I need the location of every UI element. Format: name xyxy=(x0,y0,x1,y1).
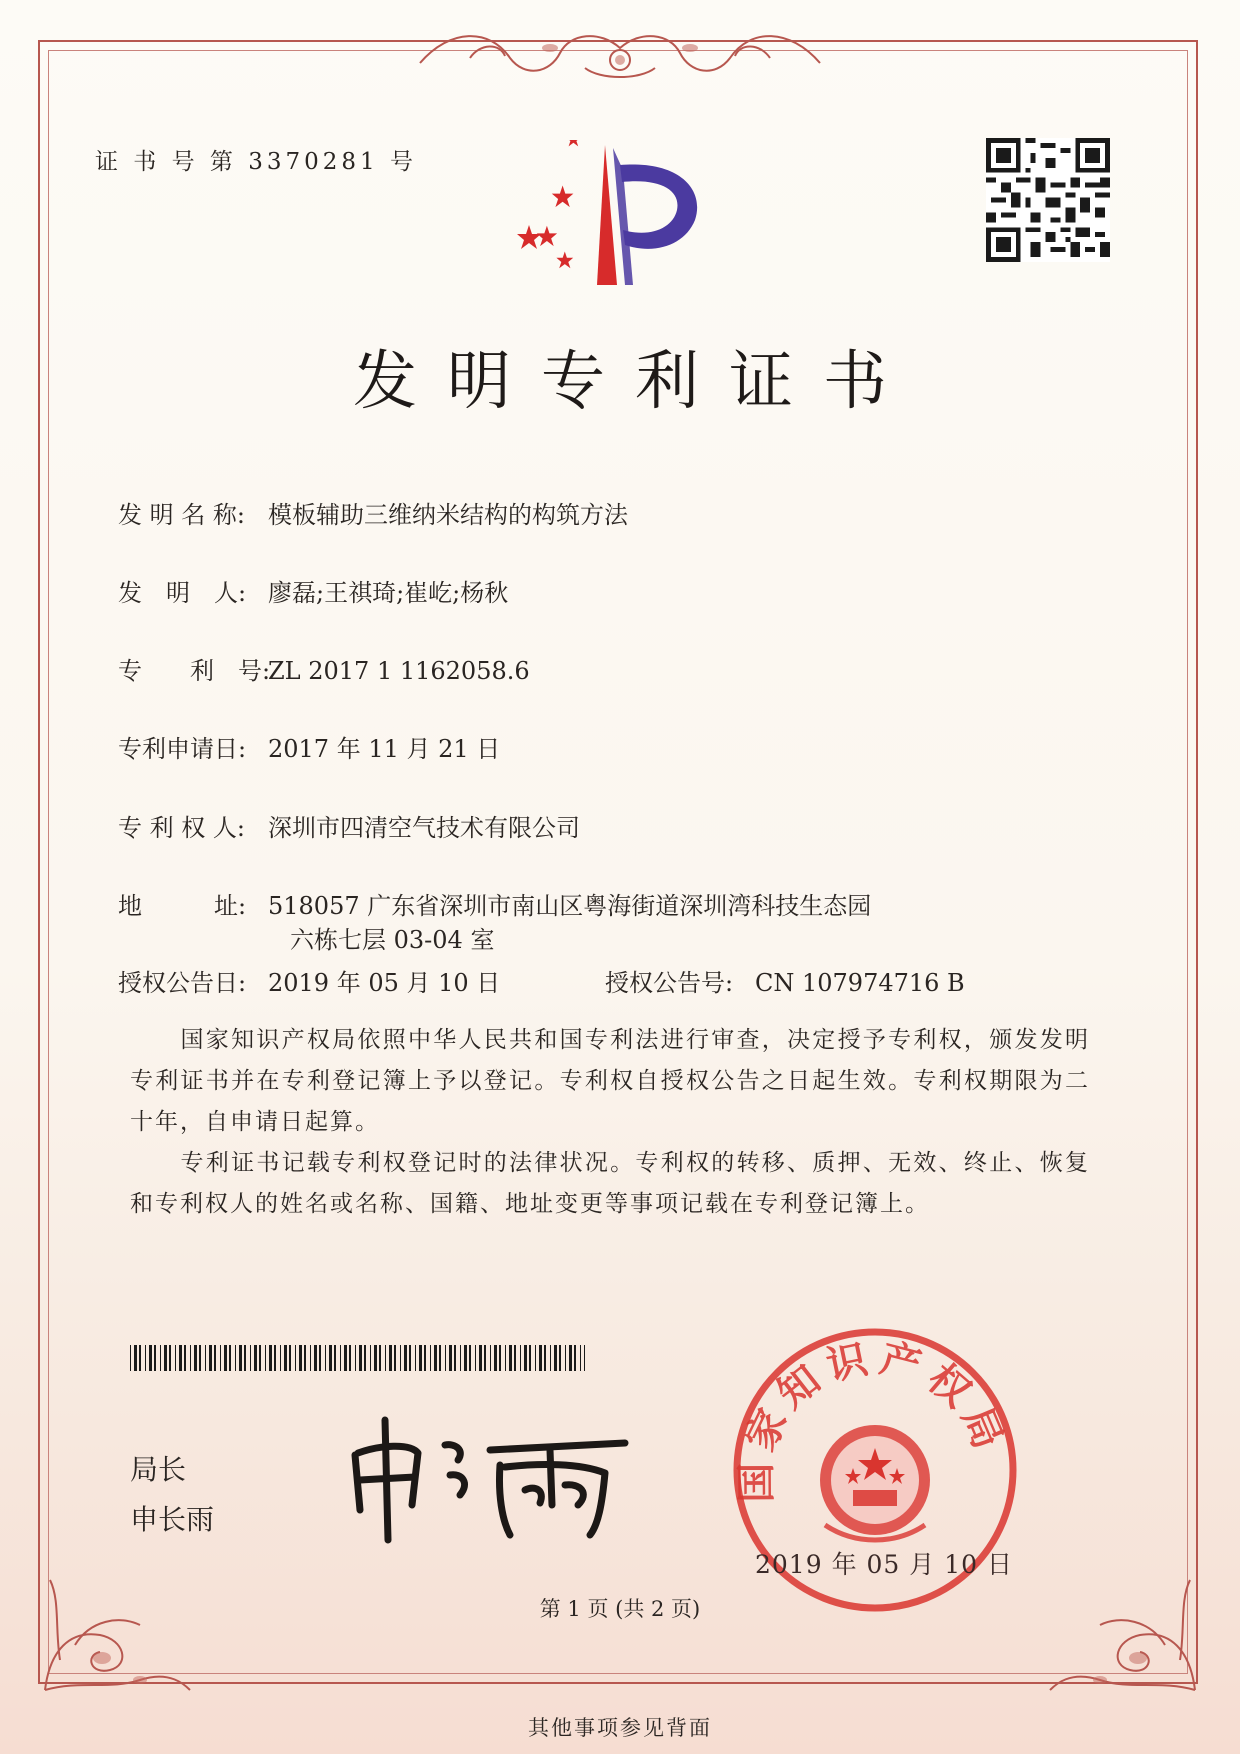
announcement-date-value: 2019 年 05 月 10 日 xyxy=(268,969,501,997)
director-title: 局长 xyxy=(130,1453,187,1486)
invention-name-value: 模板辅助三维纳米结构的构筑方法 xyxy=(268,501,628,529)
patent-number-value: ZL 2017 1 1162058.6 xyxy=(268,657,530,685)
certificate-number: 证 书 号 第 3370281 号 xyxy=(95,149,417,175)
top-ornament xyxy=(410,18,830,88)
inventors-label: 发 明 人: xyxy=(118,579,247,607)
director-signature xyxy=(340,1405,630,1545)
barcode xyxy=(130,1345,585,1371)
application-date-row xyxy=(118,729,500,764)
qr-code xyxy=(986,138,1110,262)
certificate-title: 发明专利证书 xyxy=(353,345,917,419)
announcement-number-row xyxy=(605,963,965,998)
address-row xyxy=(118,886,871,921)
patent-number-row xyxy=(118,651,530,686)
invention-name-label: 发 明 名 称: xyxy=(118,501,245,529)
inventors-row xyxy=(118,573,508,608)
statement-paragraph-2: 专利证书记载专利权登记时的法律状况。专利权的转移、质押、无效、终止、恢复和专利权人的姓名或名称、国籍、地址变更等事项记载在专利登记簿上。 xyxy=(130,1150,1090,1217)
address-label: 地 址: xyxy=(118,892,247,920)
address-value-line2: 六栋七层 03-04 室 xyxy=(290,926,495,954)
announcement-date-label: 授权公告日: xyxy=(118,969,247,997)
patentee-label: 专 利 权 人: xyxy=(118,814,245,842)
page-number: 第 1 页 (共 2 页) xyxy=(539,1597,701,1621)
patentee-row xyxy=(118,808,580,843)
announcement-number-value: CN 107974716 B xyxy=(755,969,965,997)
director-name: 申长雨 xyxy=(130,1503,215,1536)
patent-number-label: 专 利 号: xyxy=(118,657,271,685)
application-date-value: 2017 年 11 月 21 日 xyxy=(268,735,501,763)
back-note: 其他事项参见背面 xyxy=(528,1716,712,1740)
statement-paragraph-1: 国家知识产权局依照中华人民共和国专利法进行审查，决定授予专利权，颁发发明专利证书并在专利登记簿上予以登记。专利权自授权公告之日起生效。专利权期限为二十年，自申请日起算。 xyxy=(130,1027,1090,1135)
announcement-date-row xyxy=(118,963,500,998)
inventors-value: 廖磊;王祺琦;崔屹;杨秋 xyxy=(268,579,509,607)
patent-emblem-logo xyxy=(505,140,720,290)
patentee-value: 深圳市四清空气技术有限公司 xyxy=(268,814,580,842)
address-value-line1: 518057 广东省深圳市南山区粤海街道深圳湾科技生态园 xyxy=(268,892,872,920)
svg-text:国家知识产权局: 国家知识产权局 xyxy=(733,1335,1015,1503)
announcement-number-label: 授权公告号: xyxy=(605,969,734,997)
invention-name-row xyxy=(118,495,628,530)
application-date-label: 专利申请日: xyxy=(118,735,247,763)
seal-date: 2019 年 05 月 10 日 xyxy=(755,1550,1013,1579)
